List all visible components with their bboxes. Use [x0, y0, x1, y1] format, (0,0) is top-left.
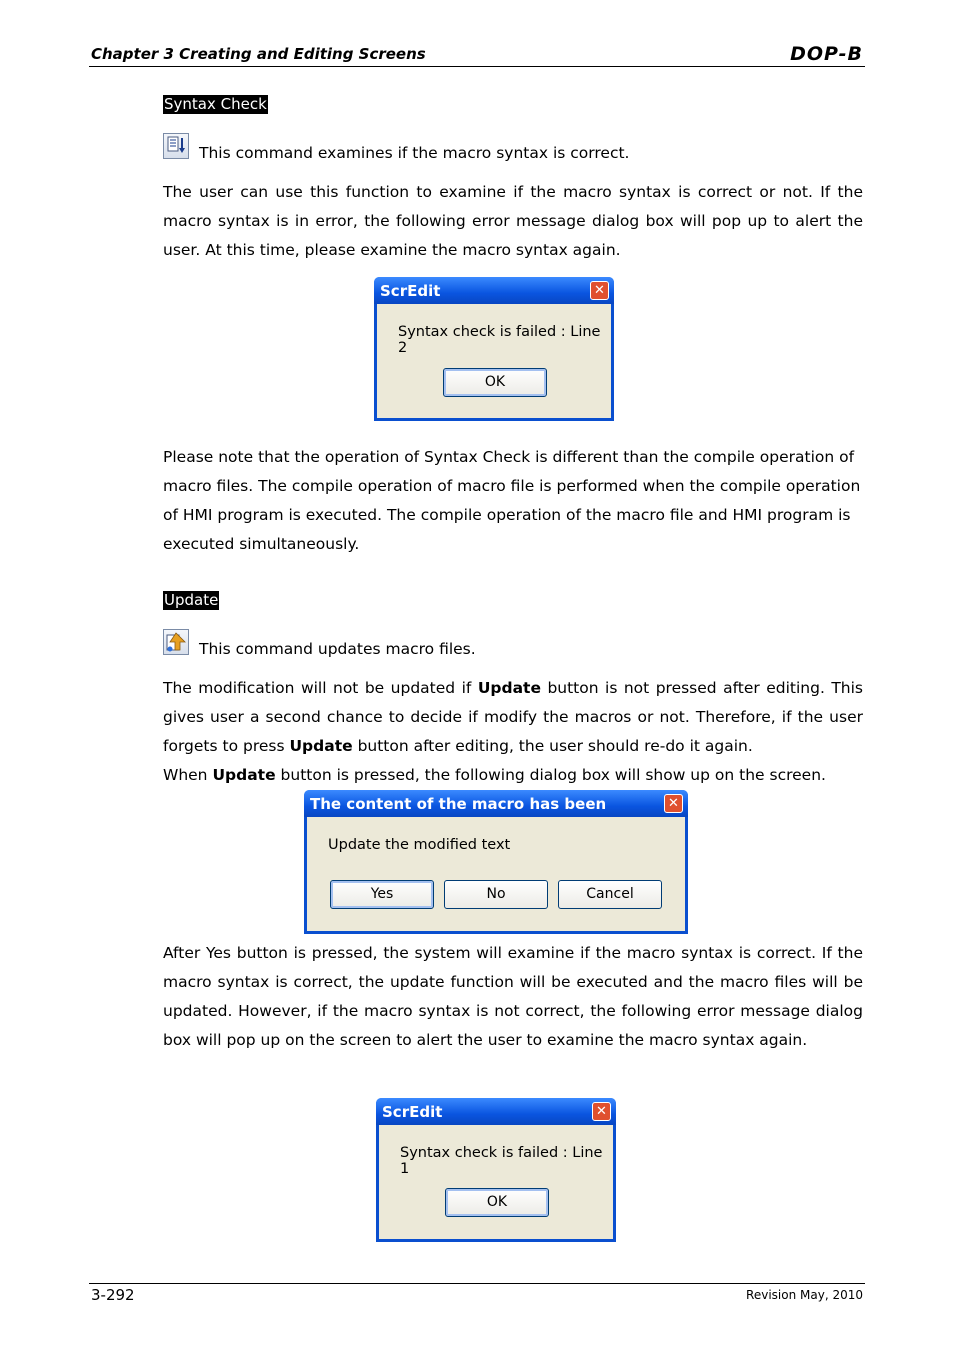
- yes-button[interactable]: Yes: [330, 880, 434, 909]
- dialog-body: [307, 817, 685, 931]
- update-keyword: Update: [289, 737, 353, 755]
- revision-date: Revision May, 2010: [746, 1288, 863, 1302]
- dialog-titlebar: [376, 1098, 616, 1125]
- syntax-error-dialog-line1: [376, 1098, 616, 1242]
- dialog-message: Syntax check is failed : Line 1: [400, 1145, 603, 1177]
- update-heading: Update: [164, 591, 219, 609]
- update-keyword: Update: [212, 766, 276, 784]
- page-number: 3-292: [91, 1286, 135, 1304]
- dialog-body: [377, 304, 611, 418]
- syntax-check-description: The user can use this function to examine if the macro syntax is correct or not. If the macro syntax is in error, the following error message dialog box will pop up to alert the user. At this time, please examine the macro syntax again.: [163, 183, 863, 259]
- text-run: When: [163, 766, 213, 784]
- close-icon[interactable]: ✕: [664, 794, 683, 813]
- syntax-error-dialog-line2: [374, 277, 614, 421]
- ok-button[interactable]: OK: [445, 1188, 549, 1217]
- update-description: [163, 674, 863, 761]
- dialog-title: ScrEdit: [380, 282, 441, 300]
- syntax-check-heading: Syntax Check: [164, 95, 267, 113]
- macro-changed-dialog: [304, 790, 688, 934]
- dialog-title: The content of the macro has been: [310, 795, 607, 813]
- close-icon[interactable]: ✕: [590, 281, 609, 300]
- syntax-check-icon: [163, 133, 189, 159]
- syntax-check-command-text: This command examines if the macro syntax is correct.: [199, 144, 630, 162]
- footer-rule: [89, 1283, 865, 1284]
- dialog-title: ScrEdit: [382, 1103, 443, 1121]
- syntax-check-note: Please note that the operation of Syntax Check is different than the compile operation of macro files. The compile operation of macro file is performed when the compile operation of HMI program is executed. The compile operation of the macro file and HMI program is executed simultaneously.: [163, 448, 861, 553]
- close-icon[interactable]: ✕: [592, 1102, 611, 1121]
- ok-button[interactable]: OK: [443, 368, 547, 397]
- dialog-titlebar: [304, 790, 688, 817]
- brand-logo: DOP-B: [790, 43, 863, 65]
- update-result-description: After Yes button is pressed, the system will examine if the macro syntax is correct. If the macro syntax is correct, the update function will be executed and the macro files will be updated. However, if the macro syntax is not correct, the following error message dialog box will pop up on the screen to alert the user to examine the macro syntax again.: [163, 944, 863, 1049]
- text-run: The modification will not be updated if: [163, 679, 478, 697]
- update-icon: [163, 629, 189, 655]
- text-run: button after editing, the user should re-do it again.: [352, 737, 753, 755]
- dialog-body: [379, 1125, 613, 1239]
- cancel-button[interactable]: Cancel: [558, 880, 662, 909]
- text-run: button is pressed, the following dialog box will show up on the screen.: [275, 766, 826, 784]
- update-keyword: Update: [477, 679, 541, 697]
- text-run: button is not pressed after editing. This gives user a second chance to decide if modify the macros or not. Therefore, if the user forgets to press: [163, 679, 864, 755]
- no-button[interactable]: No: [444, 880, 548, 909]
- dialog-message: Syntax check is failed : Line 2: [398, 324, 601, 356]
- update-command-text: This command updates macro files.: [199, 640, 476, 658]
- page-header: [89, 44, 865, 67]
- dialog-titlebar: [374, 277, 614, 304]
- chapter-title: Chapter 3 Creating and Editing Screens: [91, 45, 426, 63]
- update-press-description: [163, 761, 883, 790]
- dialog-message: Update the modified text: [328, 837, 511, 853]
